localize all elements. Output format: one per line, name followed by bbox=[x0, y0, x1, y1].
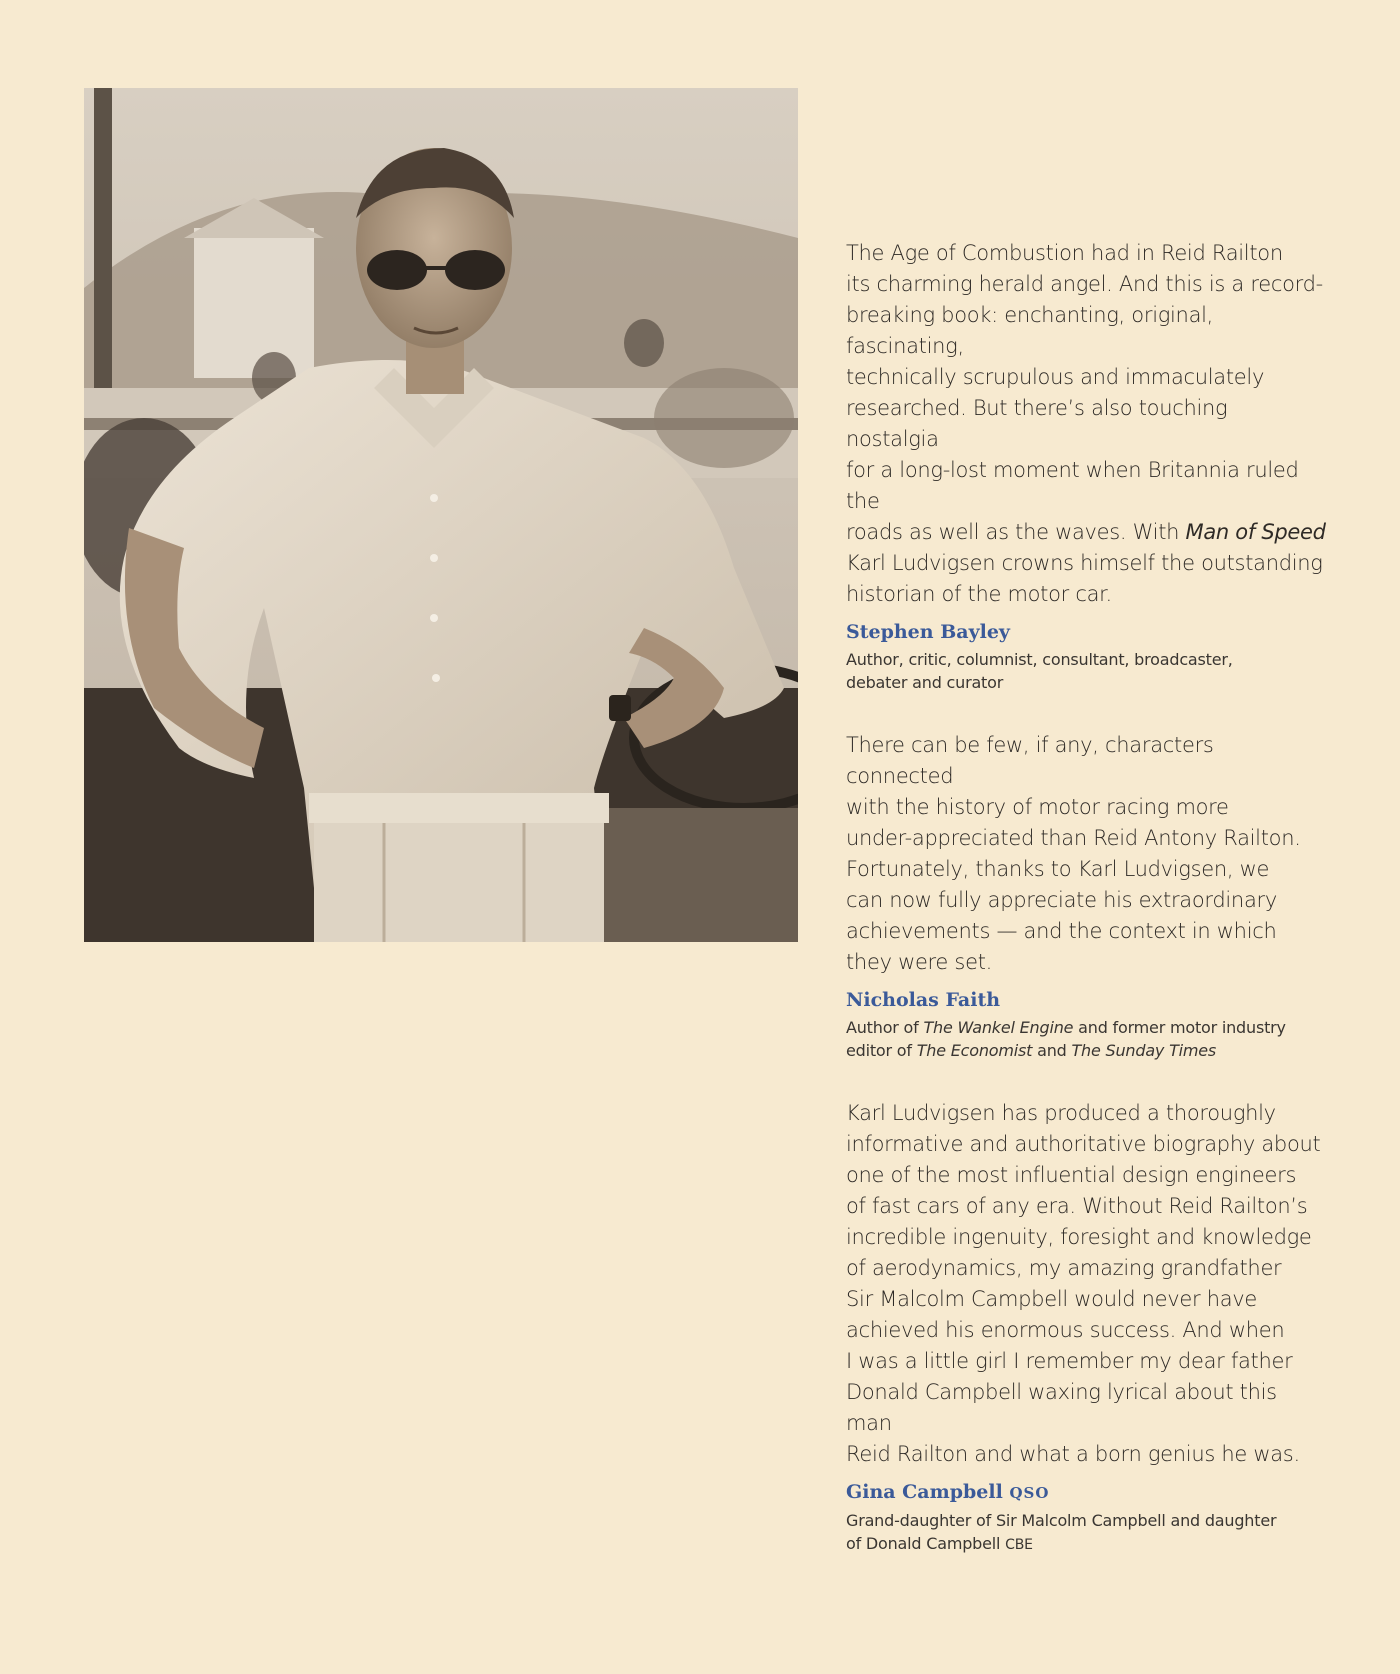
role-text: and former motor industry bbox=[1073, 1018, 1286, 1037]
quote-line: technically scrupulous and immaculately bbox=[846, 365, 1265, 389]
quote-line: Donald Campbell waxing lyrical about this man bbox=[846, 1380, 1277, 1435]
endorsement-quotes bbox=[846, 238, 1326, 1593]
role-title: The Wankel Engine bbox=[923, 1018, 1074, 1037]
role-text: and bbox=[1032, 1041, 1072, 1060]
quote-line: Reid Railton and what a born genius he was. bbox=[846, 1442, 1300, 1466]
quote-line: Fortunately, thanks to Karl Ludvigsen, we bbox=[846, 857, 1270, 881]
role-line: Grand-daughter of Sir Malcolm Campbell and daughter bbox=[846, 1511, 1277, 1530]
quote-text bbox=[846, 238, 1326, 610]
honour-suffix: QSO bbox=[1009, 1484, 1050, 1502]
quote-line: I was a little girl I remember my dear father bbox=[846, 1349, 1293, 1373]
author-role bbox=[846, 1509, 1326, 1557]
quote-line: achieved his enormous success. And when bbox=[846, 1318, 1285, 1342]
quote-line: Karl Ludvigsen crowns himself the outstanding bbox=[846, 551, 1323, 575]
book-title: Man of Speed bbox=[1185, 520, 1326, 544]
quote-nicholas-faith bbox=[846, 730, 1326, 1062]
role-line: of Donald Campbell bbox=[846, 1534, 1006, 1553]
role-title: The Sunday Times bbox=[1071, 1041, 1217, 1060]
author-role bbox=[846, 1016, 1326, 1062]
author-name: Stephen Bayley bbox=[846, 621, 1010, 643]
quote-text bbox=[846, 1098, 1326, 1470]
quote-line: they were set. bbox=[846, 950, 992, 974]
quote-line: of fast cars of any era. Without Reid Railton’s bbox=[846, 1194, 1308, 1218]
quote-gina-campbell bbox=[846, 1098, 1326, 1557]
quote-line: roads as well as the waves. With bbox=[846, 520, 1186, 544]
role-text: editor of bbox=[846, 1041, 917, 1060]
portrait-illustration bbox=[84, 88, 798, 942]
quote-line: researched. But there’s also touching nostalgia bbox=[846, 396, 1228, 451]
quote-text bbox=[846, 730, 1326, 978]
quote-line: under-appreciated than Reid Antony Railton. bbox=[846, 826, 1301, 850]
quote-line: Karl Ludvigsen has produced a thoroughly bbox=[846, 1101, 1276, 1125]
quote-line: achievements — and the context in which bbox=[846, 919, 1277, 943]
quote-line: with the history of motor racing more bbox=[846, 795, 1229, 819]
author-name: Nicholas Faith bbox=[846, 989, 1001, 1011]
quote-line: historian of the motor car. bbox=[846, 582, 1112, 606]
quote-line: The Age of Combustion had in Reid Railton bbox=[846, 241, 1283, 265]
role-line: Author, critic, columnist, consultant, broadcaster, bbox=[846, 650, 1233, 669]
role-title: The Economist bbox=[916, 1041, 1033, 1060]
author-role bbox=[846, 648, 1326, 694]
quote-line: one of the most influential design engineers bbox=[846, 1163, 1297, 1187]
quote-line: Sir Malcolm Campbell would never have bbox=[846, 1287, 1258, 1311]
quote-line: incredible ingenuity, foresight and knowledge bbox=[846, 1225, 1312, 1249]
quote-line: informative and authoritative biography about bbox=[846, 1132, 1321, 1156]
quote-line: its charming herald angel. And this is a record- bbox=[846, 272, 1323, 296]
role-text: Author of bbox=[846, 1018, 924, 1037]
portrait-photo bbox=[84, 88, 798, 942]
author-name bbox=[846, 1480, 1326, 1505]
quote-line: There can be few, if any, characters connected bbox=[846, 733, 1214, 788]
honour-suffix: CBE bbox=[1005, 1537, 1033, 1553]
quote-line: can now fully appreciate his extraordinary bbox=[846, 888, 1277, 912]
quote-line: for a long-lost moment when Britannia ruled the bbox=[846, 458, 1299, 513]
quote-line: of aerodynamics, my amazing grandfather bbox=[846, 1256, 1282, 1280]
role-line: debater and curator bbox=[846, 673, 1004, 692]
quote-line: breaking book: enchanting, original, fascinating, bbox=[846, 303, 1214, 358]
author-name-text: Gina Campbell bbox=[846, 1481, 1003, 1503]
quote-stephen-bayley bbox=[846, 238, 1326, 694]
